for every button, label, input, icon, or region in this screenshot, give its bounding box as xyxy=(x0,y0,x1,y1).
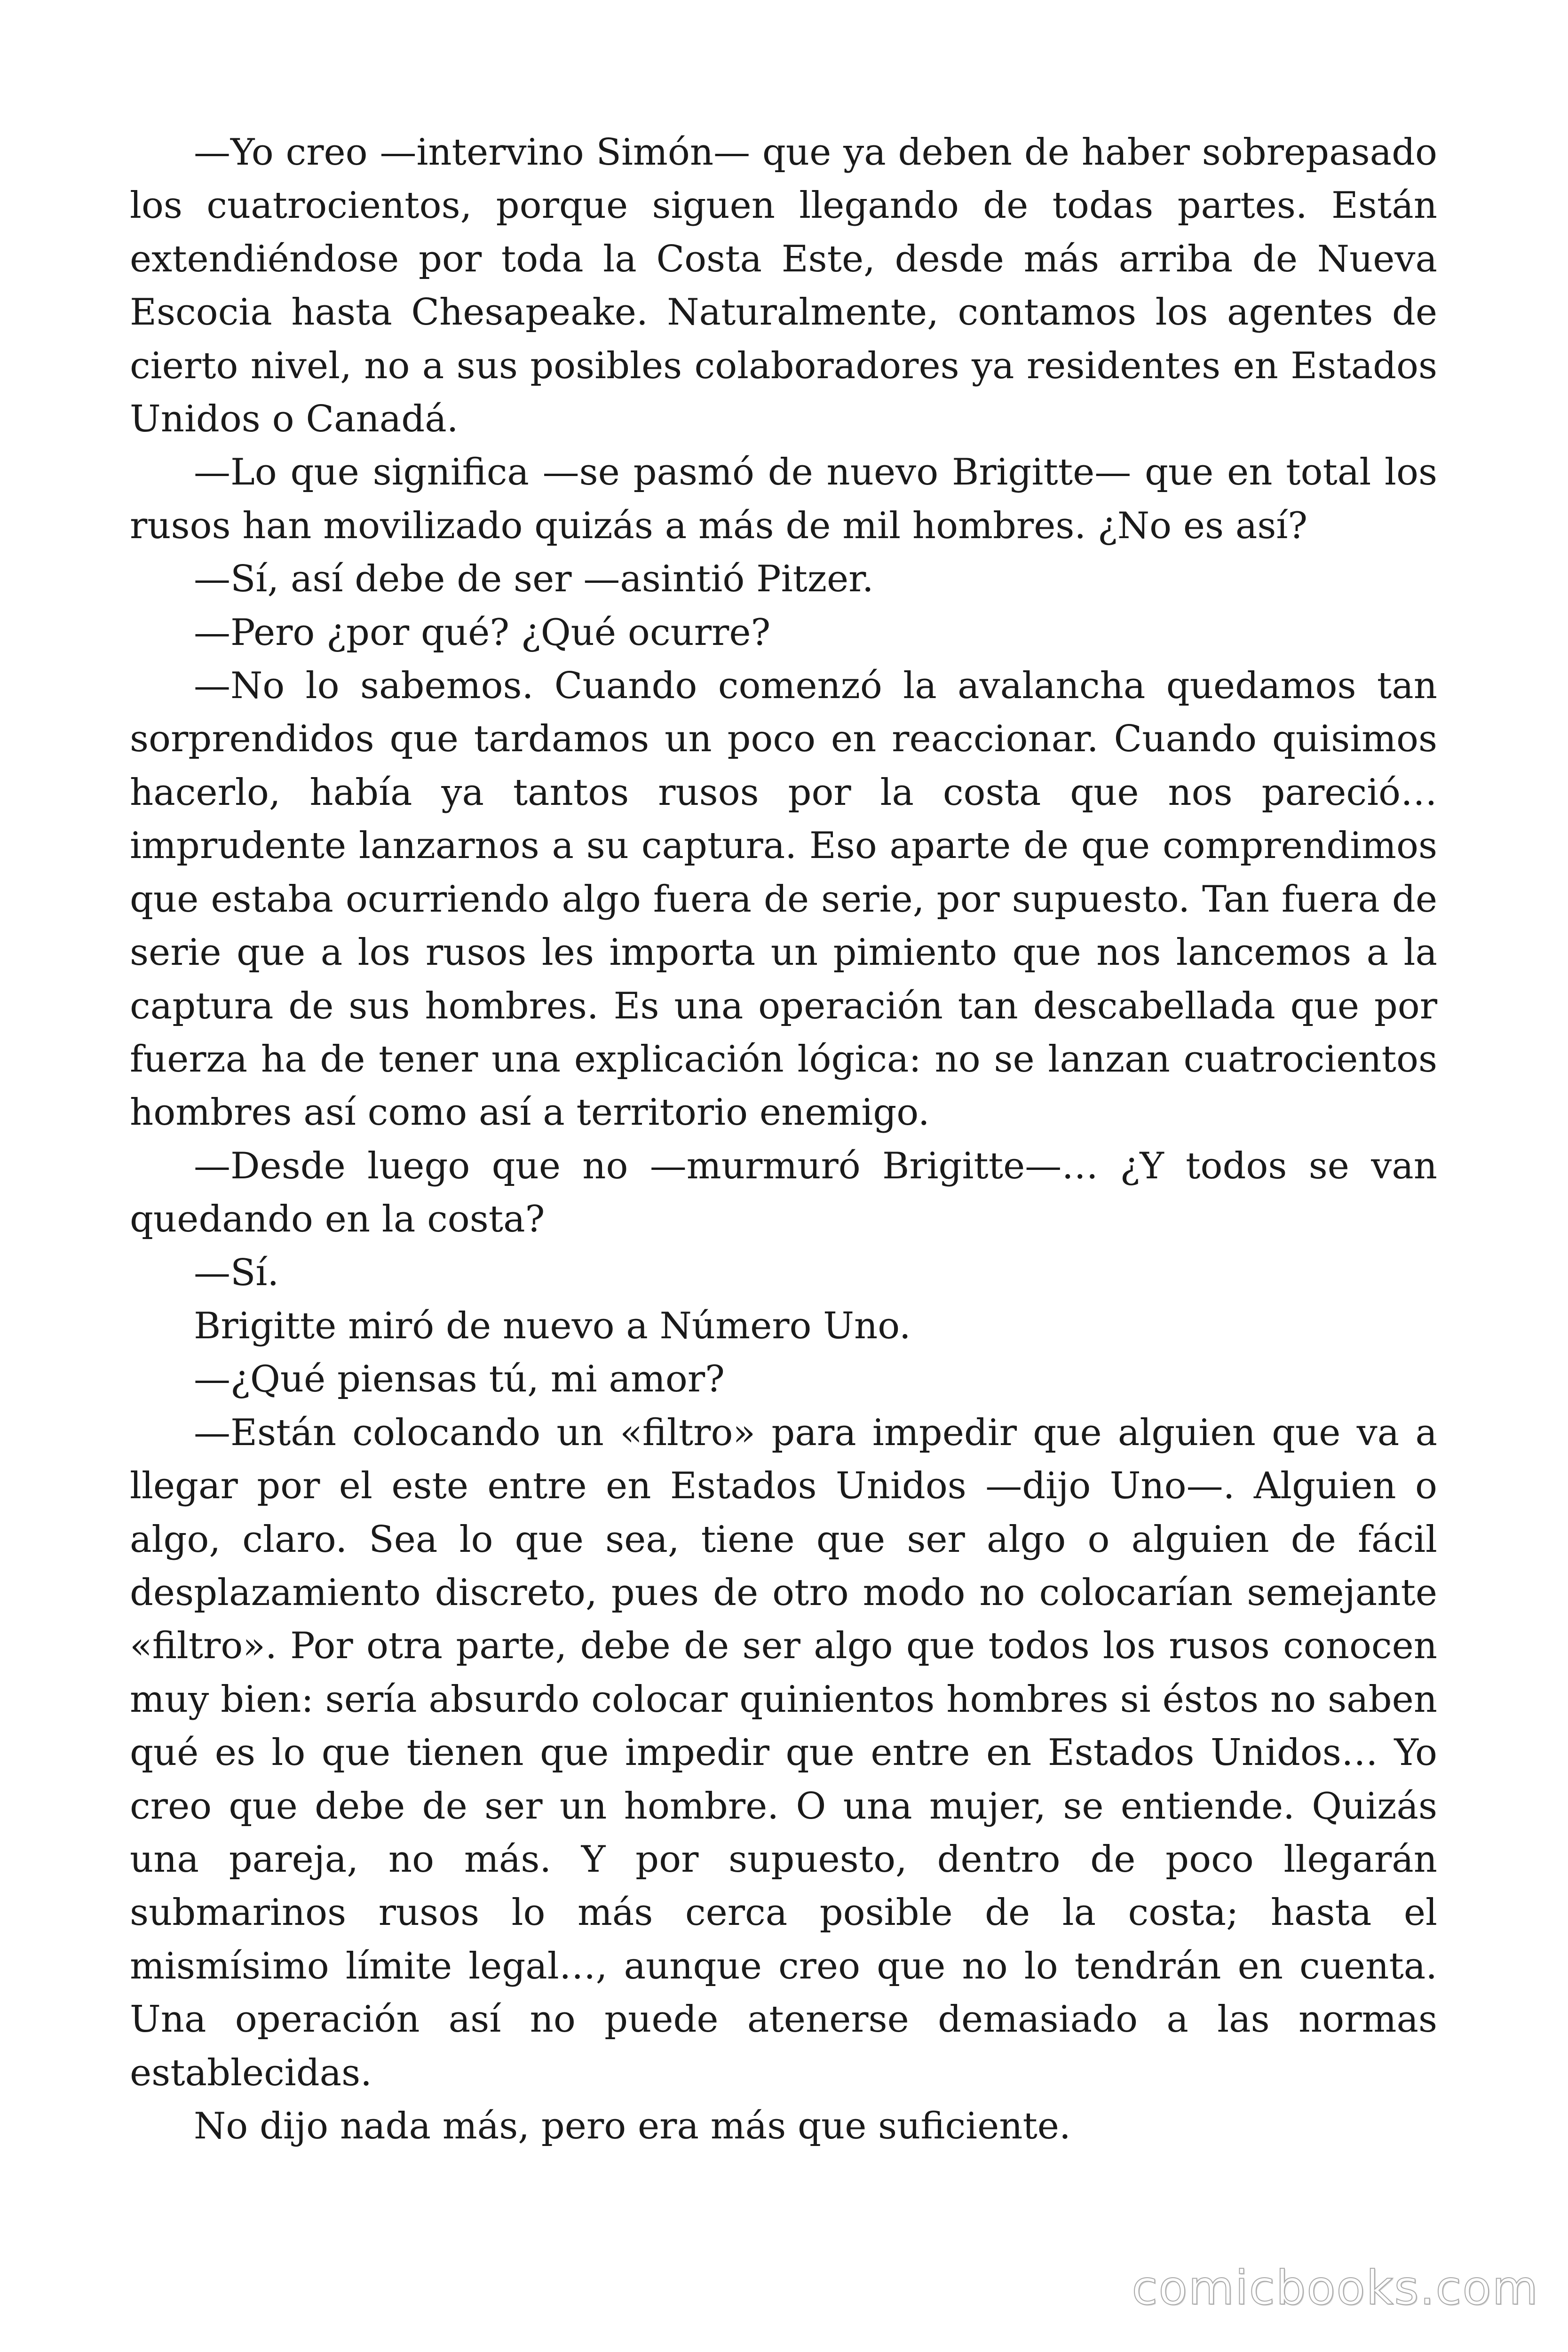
paragraph: —¿Qué piensas tú, mi amor? xyxy=(194,1358,725,1401)
paragraph: —Sí. xyxy=(194,1251,279,1294)
paragraph: Brigitte miró de nuevo a Número Uno. xyxy=(194,1304,911,1347)
paragraph: —Lo que significa —se pasmó de nuevo Brigitte— que en total los rusos han movilizado quizás a más de mil hombres. ¿No es así? xyxy=(130,451,1437,547)
paragraph: —No lo sabemos. Cuando comenzó la avalancha quedamos tan sorprendidos que tardamos un poco en reaccionar. Cuando quisimos hacerlo, había ya tantos rusos por la costa que nos pareció… imprudente lanzarnos a su captura. Eso aparte de que comprendimos que estaba ocurriendo algo fuera de serie, por supuesto. Tan fuera de serie que a los rusos les importa un pimiento que nos lancemos a la captura de sus hombres. Es una operación tan descabellada que por fuerza ha de tener una explicación lógica: no se lanzan cuatrocientos hombres así como así a territorio enemigo. xyxy=(130,665,1437,1134)
watermark-logo: comicbooks.com xyxy=(1132,2260,1539,2315)
paragraph: —Sí, así debe de ser —asintió Pitzer. xyxy=(194,558,874,601)
page-body-text xyxy=(130,126,1437,2153)
paragraph: —Desde luego que no —murmuró Brigitte—… ¿Y todos se van quedando en la costa? xyxy=(130,1144,1437,1241)
paragraph: —Yo creo —intervino Simón— que ya deben de haber sobrepasado los cuatrocientos, porque siguen llegando de todas partes. Están extendiéndose por toda la Costa Este, desde más arriba de Nueva Escocia hasta Chesapeake. Naturalmente, contamos los agentes de cierto nivel, no a sus posibles colaboradores ya residentes en Estados Unidos o Canadá. xyxy=(130,131,1437,441)
paragraph: No dijo nada más, pero era más que suficiente. xyxy=(194,2105,1071,2148)
paragraph: —Pero ¿por qué? ¿Qué ocurre? xyxy=(194,611,771,654)
paragraph: —Están colocando un «filtro» para impedir que alguien que va a llegar por el este entre en Estados Unidos —dijo Uno—. Alguien o algo, claro. Sea lo que sea, tiene que ser algo o alguien de fácil desplazamiento discreto, pues de otro modo no colocarían semejante «filtro». Por otra parte, debe de ser algo que todos los rusos conocen muy bien: sería absurdo colocar quinientos hombres si éstos no saben qué es lo que tienen que impedir que entre en Estados Unidos… Yo creo que debe de ser un hombre. O una mujer, se entiende. Quizás una pareja, no más. Y por supuesto, dentro de poco llegarán submarinos rusos lo más cerca posible de la costa; hasta el mismísimo límite legal…, aunque creo que no lo tendrán en cuenta. Una operación así no puede atenerse demasiado a las normas establecidas. xyxy=(130,1411,1437,2094)
